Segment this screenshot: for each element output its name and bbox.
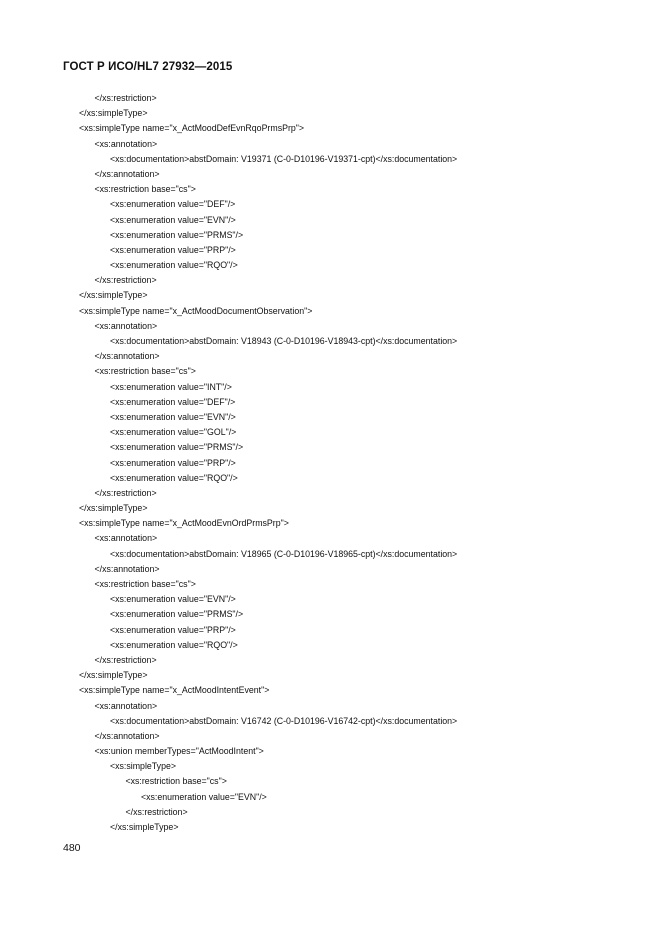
code-line: </xs:simpleType>: [79, 670, 148, 681]
code-line: <xs:enumeration value="RQO"/>: [110, 639, 238, 650]
page-number: 480: [63, 842, 81, 854]
code-line: </xs:simpleType>: [110, 822, 179, 832]
code-line: <xs:enumeration value="PRMS"/>: [110, 442, 244, 453]
code-line: <xs:simpleType name="x_ActMoodDocumentObservation">: [79, 305, 313, 316]
code-line: </xs:restriction>: [94, 275, 157, 286]
xml-code-listing: [79, 91, 639, 835]
code-line: </xs:restriction>: [94, 487, 157, 498]
code-line: <xs:simpleType>: [110, 761, 177, 772]
code-line: <xs:documentation>abstDomain: V16742 (C-0-D10196-V16742-cpt)</xs:documentation>: [110, 715, 458, 726]
code-line: <xs:enumeration value="PRP"/>: [110, 457, 236, 468]
code-line: </xs:restriction>: [94, 654, 157, 665]
code-line: </xs:simpleType>: [79, 108, 148, 119]
code-line: <xs:enumeration value="EVN"/>: [110, 214, 236, 225]
code-line: </xs:annotation>: [94, 730, 160, 741]
code-line: </xs:restriction>: [125, 806, 188, 817]
code-line: <xs:enumeration value="EVN"/>: [141, 791, 267, 802]
code-line: <xs:enumeration value="RQO"/>: [110, 472, 238, 483]
code-line: <xs:enumeration value="EVN"/>: [110, 594, 236, 605]
code-line: <xs:enumeration value="RQO"/>: [110, 260, 238, 271]
code-line: <xs:documentation>abstDomain: V19371 (C-0-D10196-V19371-cpt)</xs:documentation>: [110, 153, 458, 164]
code-line: <xs:restriction base="cs">: [94, 184, 196, 195]
code-line: <xs:enumeration value="GOL"/>: [110, 427, 237, 438]
code-line: <xs:enumeration value="PRMS"/>: [110, 609, 244, 620]
code-line: </xs:restriction>: [94, 93, 157, 103]
code-line: </xs:annotation>: [94, 168, 160, 179]
code-line: <xs:documentation>abstDomain: V18943 (C-0-D10196-V18943-cpt)</xs:documentation>: [110, 336, 458, 346]
code-line: <xs:enumeration value="PRMS"/>: [110, 229, 244, 240]
code-line: <xs:enumeration value="DEF"/>: [110, 396, 236, 407]
code-line: <xs:simpleType name="x_ActMoodIntentEvent">: [79, 685, 270, 696]
code-line: <xs:simpleType name="x_ActMoodDefEvnRqoPrmsPrp">: [79, 123, 305, 134]
code-line: </xs:annotation>: [94, 351, 160, 362]
code-line: <xs:annotation>: [94, 533, 158, 544]
code-line: <xs:restriction base="cs">: [94, 366, 196, 377]
code-line: </xs:simpleType>: [79, 503, 148, 514]
code-line: <xs:union memberTypes="ActMoodIntent">: [94, 746, 264, 757]
code-line: <xs:documentation>abstDomain: V18965 (C-0-D10196-V18965-cpt)</xs:documentation>: [110, 548, 458, 559]
code-line: <xs:enumeration value="INT"/>: [110, 381, 232, 392]
code-line: <xs:simpleType name="x_ActMoodEvnOrdPrmsPrp">: [79, 518, 289, 529]
code-line: <xs:annotation>: [94, 700, 158, 711]
code-line: <xs:enumeration value="PRP"/>: [110, 624, 236, 635]
code-line: <xs:restriction base="cs">: [94, 579, 196, 589]
page-header-title: ГОСТ Р ИСО/HL7 27932—2015: [63, 61, 233, 73]
code-line: </xs:annotation>: [94, 563, 160, 574]
code-line: <xs:enumeration value="DEF"/>: [110, 199, 236, 210]
code-line: <xs:enumeration value="PRP"/>: [110, 244, 236, 255]
code-line: <xs:restriction base="cs">: [125, 776, 227, 787]
code-line: <xs:enumeration value="EVN"/>: [110, 411, 236, 422]
code-line: <xs:annotation>: [94, 138, 158, 149]
code-line: <xs:annotation>: [94, 320, 158, 331]
code-line: </xs:simpleType>: [79, 290, 148, 301]
